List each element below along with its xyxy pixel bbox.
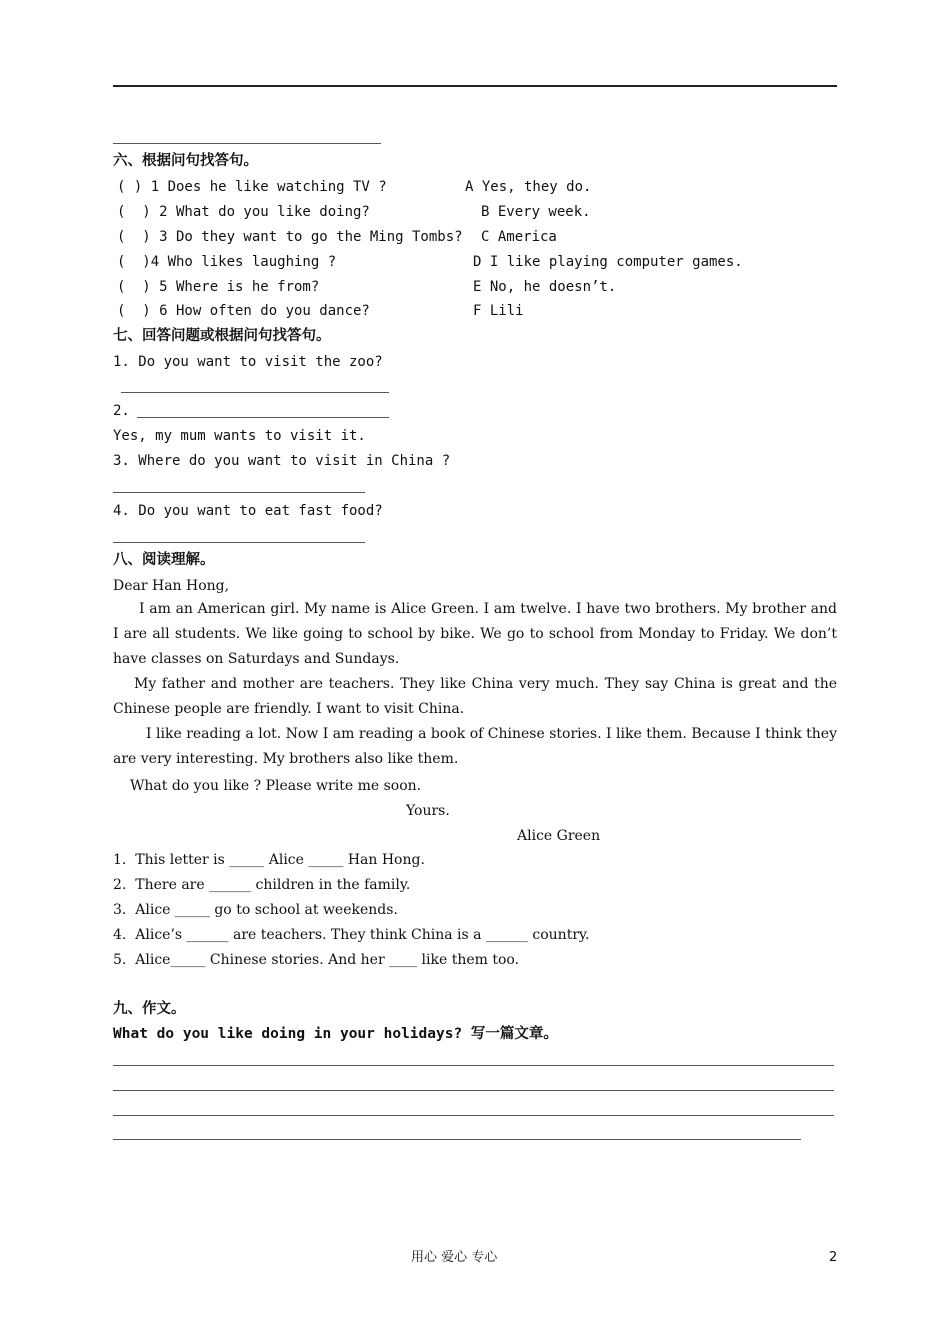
section-7-question-3: 3. Where do you want to visit in China ? bbox=[113, 453, 451, 469]
letter-paragraph-4: What do you like ? Please write me soon. bbox=[130, 778, 422, 794]
answer-line bbox=[137, 417, 389, 418]
answer-c: C America bbox=[481, 229, 557, 245]
section-7-question-1: 1. Do you want to visit the zoo? bbox=[113, 354, 383, 370]
section-7-question-2-number: 2. bbox=[113, 403, 130, 419]
section-6-heading: 六、根据问句找答句。 bbox=[113, 153, 258, 169]
section-7-answer-2: Yes, my mum wants to visit it. bbox=[113, 428, 366, 444]
composition-prompt: What do you like doing in your holidays? 写一篇文章。 bbox=[113, 1026, 558, 1042]
writing-line bbox=[113, 1065, 834, 1066]
letter-closing: Yours. bbox=[406, 803, 450, 819]
question-2: ( ) 2 What do you like doing? bbox=[117, 204, 370, 220]
footer-motto: 用心 爱心 专心 bbox=[411, 1250, 498, 1265]
writing-line bbox=[113, 1090, 834, 1091]
answer-line bbox=[113, 542, 365, 543]
comprehension-item-3: 3. Alice _____ go to school at weekends. bbox=[113, 902, 398, 918]
header-rule bbox=[113, 85, 837, 87]
section-8-heading: 八、阅读理解。 bbox=[113, 552, 215, 568]
letter-paragraph-2: My father and mother are teachers. They like China very much. They say China is great and the Chinese people are friendly. I want to visit China. bbox=[113, 676, 837, 717]
section-9-heading: 九、作文。 bbox=[113, 1001, 186, 1017]
section-7-heading: 七、回答问题或根据问句找答句。 bbox=[113, 328, 331, 344]
question-4: ( )4 Who likes laughing ? bbox=[117, 254, 337, 270]
letter-greeting: Dear Han Hong, bbox=[113, 578, 230, 594]
page-number: 2 bbox=[829, 1250, 838, 1265]
comprehension-item-5: 5. Alice_____ Chinese stories. And her ____ like them too. bbox=[113, 952, 520, 968]
letter-paragraph-1: I am an American girl. My name is Alice Green. I am twelve. I have two brothers. My brother and I are all students. We like going to school by bike. We go to school from Monday to Friday. We don’t have classes on Saturdays and Sundays. bbox=[113, 601, 837, 667]
letter-paragraph-3: I like reading a lot. Now I am reading a book of Chinese stories. I like them. Because I think they are very interesting. My brothers also like them. bbox=[113, 726, 837, 767]
comprehension-item-4: 4. Alice’s ______ are teachers. They think China is a ______ country. bbox=[113, 927, 590, 943]
section-7-question-4: 4. Do you want to eat fast food? bbox=[113, 503, 383, 519]
comprehension-item-1: 1. This letter is _____ Alice _____ Han Hong. bbox=[113, 852, 425, 868]
question-1: ( ) 1 Does he like watching TV ? bbox=[117, 179, 387, 195]
answer-e: E No, he doesn’t. bbox=[473, 279, 617, 295]
answer-line bbox=[113, 492, 365, 493]
comprehension-item-2: 2. There are ______ children in the family. bbox=[113, 877, 411, 893]
question-6: ( ) 6 How often do you dance? bbox=[117, 303, 370, 319]
question-5: ( ) 5 Where is he from? bbox=[117, 279, 320, 295]
question-3: ( ) 3 Do they want to go the Ming Tombs? bbox=[117, 229, 463, 245]
answer-f: F Lili bbox=[473, 303, 524, 319]
answer-line bbox=[121, 392, 389, 393]
answer-line bbox=[113, 143, 381, 144]
answer-b: B Every week. bbox=[481, 204, 591, 220]
answer-d: D I like playing computer games. bbox=[473, 254, 743, 270]
writing-line bbox=[113, 1115, 834, 1116]
writing-line bbox=[113, 1139, 801, 1140]
answer-a: A Yes, they do. bbox=[465, 179, 592, 195]
letter-signature: Alice Green bbox=[517, 828, 601, 844]
